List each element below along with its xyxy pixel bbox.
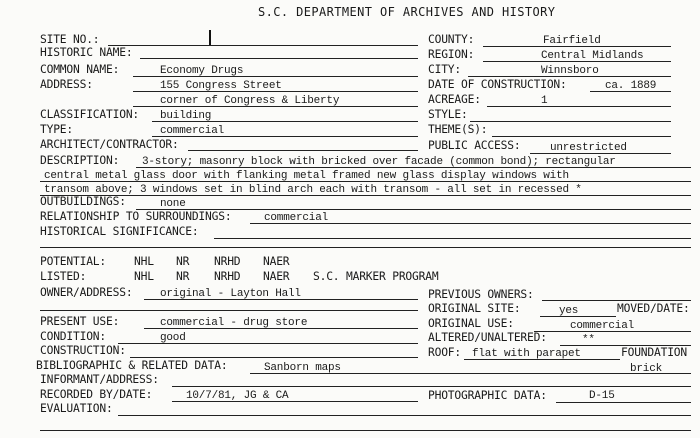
potential-naer: NAER bbox=[263, 255, 290, 268]
classification-value: building bbox=[160, 110, 212, 122]
relationship-line bbox=[250, 223, 691, 224]
acreage-value: 1 bbox=[541, 95, 548, 107]
previous-owners-label: PREVIOUS OWNERS: bbox=[428, 288, 534, 301]
type-line bbox=[152, 136, 418, 137]
potential-label: POTENTIAL: bbox=[40, 255, 107, 268]
type-label: TYPE: bbox=[40, 123, 74, 136]
original-site-value: yes bbox=[559, 305, 579, 317]
informant-label: INFORMANT/ADDRESS: bbox=[40, 373, 159, 386]
site-no-label: SITE NO.: bbox=[40, 33, 100, 46]
address-label: ADDRESS: bbox=[40, 78, 93, 91]
potential-nr: NR bbox=[176, 255, 190, 268]
foundation-value: brick bbox=[630, 363, 663, 375]
common-name-line bbox=[133, 76, 418, 77]
outbuildings-value: none bbox=[160, 198, 186, 210]
common-name-value: Economy Drugs bbox=[160, 65, 244, 77]
recorded-value: 10/7/81, JG & CA bbox=[186, 390, 289, 402]
address-line-1 bbox=[133, 91, 418, 92]
acreage-line bbox=[487, 106, 671, 107]
potential-nrhd: NRHD bbox=[214, 255, 241, 268]
significance-label: HISTORICAL SIGNIFICANCE: bbox=[40, 225, 199, 238]
region-label: REGION: bbox=[428, 48, 475, 61]
site-no-line bbox=[108, 45, 418, 46]
county-value: Fairfield bbox=[543, 35, 601, 47]
evaluation-label: EVALUATION: bbox=[40, 402, 113, 415]
evaluation-line bbox=[118, 415, 691, 416]
photographic-value: D-15 bbox=[589, 390, 615, 402]
address-value-2: corner of Congress & Liberty bbox=[160, 95, 340, 107]
bibliographic-label: BIBLIOGRAPHIC & RELATED DATA: bbox=[36, 359, 228, 372]
historic-name-line bbox=[140, 58, 418, 59]
description-value-2: central metal glass door with flanking metal framed new glass display windows with bbox=[44, 170, 569, 182]
date-construction-line bbox=[590, 91, 671, 92]
theme-label: THEME(S): bbox=[428, 123, 488, 136]
construction-label: CONSTRUCTION: bbox=[40, 344, 126, 357]
county-label: COUNTY: bbox=[428, 33, 475, 46]
bibliographic-value: Sanborn maps bbox=[264, 362, 341, 374]
original-site-label: ORIGINAL SITE: bbox=[428, 302, 521, 315]
description-line-2 bbox=[40, 181, 691, 182]
style-label: STYLE: bbox=[428, 108, 468, 121]
altered-value: ** bbox=[582, 334, 595, 346]
outbuildings-label: OUTBUILDINGS: bbox=[40, 195, 126, 208]
foundation-label: FOUNDATION bbox=[621, 346, 688, 359]
region-line bbox=[483, 61, 671, 62]
roof-line bbox=[464, 359, 620, 360]
theme-line bbox=[492, 136, 671, 137]
public-access-line bbox=[530, 153, 671, 154]
altered-label: ALTERED/UNALTERED: bbox=[428, 331, 547, 344]
description-line-1 bbox=[136, 167, 691, 168]
type-value: commercial bbox=[160, 125, 225, 137]
significance-line bbox=[214, 238, 691, 239]
owner-address-label: OWNER/ADDRESS: bbox=[40, 286, 133, 299]
address-line-2 bbox=[133, 106, 418, 107]
marker-program: S.C. MARKER PROGRAM bbox=[313, 270, 439, 283]
acreage-label: ACREAGE: bbox=[428, 93, 481, 106]
county-line bbox=[483, 46, 671, 47]
city-label: CITY: bbox=[428, 63, 462, 76]
architect-line bbox=[188, 150, 418, 151]
description-label: DESCRIPTION: bbox=[40, 154, 120, 167]
potential-nhl: NHL bbox=[134, 255, 154, 268]
city-value: Winnsboro bbox=[541, 65, 599, 77]
condition-line bbox=[118, 343, 418, 344]
listed-nr: NR bbox=[176, 270, 190, 283]
date-construction-value: ca. 1889 bbox=[605, 80, 657, 92]
listed-nhl: NHL bbox=[134, 270, 154, 283]
listed-label: LISTED: bbox=[40, 270, 87, 283]
owner-address-value: original - Layton Hall bbox=[160, 288, 301, 300]
recorded-label: RECORDED BY/DATE: bbox=[40, 388, 153, 401]
common-name-label: COMMON NAME: bbox=[40, 63, 120, 76]
construction-line bbox=[130, 357, 418, 358]
region-value: Central Midlands bbox=[541, 50, 644, 62]
original-use-value: commercial bbox=[570, 320, 635, 332]
description-value-1: 3-story; masonry block with bricked over facade (common bond); rectangular bbox=[142, 156, 616, 168]
page-title: S.C. DEPARTMENT OF ARCHIVES AND HISTORY bbox=[258, 5, 556, 19]
informant-line bbox=[172, 386, 691, 387]
classification-label: CLASSIFICATION: bbox=[40, 108, 140, 121]
moved-date-label: MOVED/DATE: bbox=[617, 302, 690, 315]
present-use-line bbox=[144, 328, 418, 329]
listed-nrhd: NRHD bbox=[214, 270, 241, 283]
present-use-value: commercial - drug store bbox=[160, 317, 308, 329]
section-divider bbox=[40, 247, 691, 248]
condition-value: good bbox=[160, 332, 186, 344]
recorded-line bbox=[172, 401, 418, 402]
description-value-3: transom above; 3 windows set in blind arch each with transom - all set in recessed * bbox=[44, 184, 582, 196]
photographic-label: PHOTOGRAPHIC DATA: bbox=[428, 389, 547, 402]
classification-line bbox=[152, 121, 418, 122]
owner-address-line-2 bbox=[40, 310, 418, 311]
owner-address-line bbox=[144, 299, 418, 300]
photographic-line bbox=[556, 402, 691, 403]
site-no-pen-mark bbox=[209, 30, 211, 45]
relationship-value: commercial bbox=[264, 212, 329, 224]
style-line bbox=[470, 121, 671, 122]
date-construction-label: DATE OF CONSTRUCTION: bbox=[428, 78, 567, 91]
present-use-label: PRESENT USE: bbox=[40, 315, 120, 328]
architect-label: ARCHITECT/CONTRACTOR: bbox=[40, 138, 179, 151]
listed-naer: NAER bbox=[263, 270, 290, 283]
original-use-line bbox=[534, 331, 691, 332]
relationship-label: RELATIONSHIP TO SURROUNDINGS: bbox=[40, 210, 232, 223]
historic-name-label: HISTORIC NAME: bbox=[40, 46, 133, 59]
public-access-label: PUBLIC ACCESS: bbox=[428, 139, 521, 152]
roof-value: flat with parapet bbox=[472, 348, 581, 360]
roof-label: ROOF: bbox=[428, 346, 462, 359]
city-line bbox=[468, 76, 671, 77]
evaluation-line-2 bbox=[40, 430, 691, 431]
bibliographic-line bbox=[250, 373, 691, 374]
original-use-label: ORIGINAL USE: bbox=[428, 317, 514, 330]
condition-label: CONDITION: bbox=[40, 330, 107, 343]
public-access-value: unrestricted bbox=[550, 142, 627, 154]
description-line-3 bbox=[40, 195, 691, 196]
previous-owners-line bbox=[542, 300, 691, 301]
address-value-1: 155 Congress Street bbox=[160, 80, 282, 92]
original-site-line bbox=[540, 316, 616, 317]
